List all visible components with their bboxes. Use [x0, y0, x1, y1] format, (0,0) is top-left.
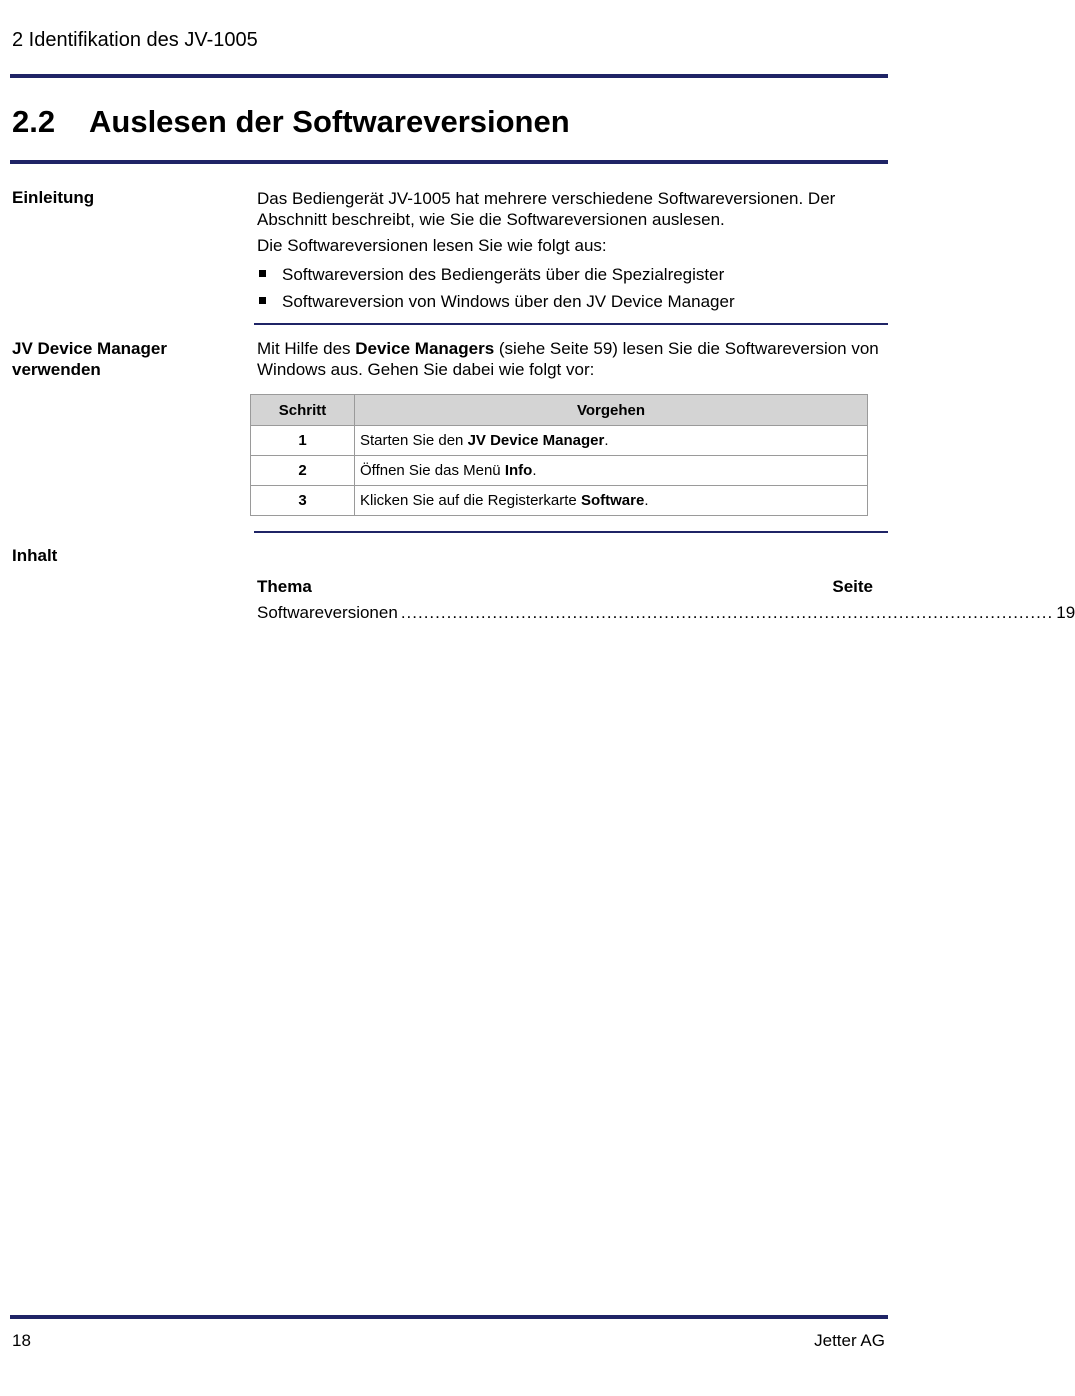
step-number: 2 [251, 456, 355, 486]
toc-entry-page[interactable]: 19 [1056, 603, 1075, 622]
section-heading: Auslesen der Softwareversionen [89, 104, 570, 139]
footer-rule [10, 1315, 888, 1319]
step-number: 1 [251, 426, 355, 456]
list-item: Softwareversion von Windows über den JV Device Manager [257, 291, 735, 318]
bullet-icon [259, 297, 266, 304]
column-header-procedure: Vorgehen [355, 395, 868, 426]
einleitung-bullet-list [257, 264, 735, 318]
step-description: Klicken Sie auf die Registerkarte Software. [355, 486, 868, 516]
page-number: 18 [12, 1331, 31, 1350]
einleitung-label: Einleitung [12, 188, 95, 207]
toc-page-header: Seite [832, 577, 873, 596]
steps-table [250, 394, 868, 516]
inhalt-label: Inhalt [12, 546, 58, 565]
bullet-icon [259, 270, 266, 277]
toc-leader-dots: .................................................................................................................. [400, 603, 1054, 622]
subsection-rule [254, 323, 888, 325]
table-row [251, 426, 868, 456]
einleitung-intro: Die Softwareversionen lesen Sie wie folgt aus: [257, 236, 607, 255]
subsection-rule [254, 531, 888, 533]
device-manager-label: JV Device Manager verwenden [12, 339, 167, 379]
step-description: Starten Sie den JV Device Manager. [355, 426, 868, 456]
list-item: Softwareversion des Bediengeräts über die Spezialregister [257, 264, 735, 291]
running-header: 2 Identifikation des JV-1005 [12, 29, 258, 51]
section-rule [10, 160, 888, 164]
device-managers-link-text: Device Managers [355, 339, 495, 358]
toc-entry-topic[interactable]: Softwareversionen [257, 603, 398, 622]
company-name: Jetter AG [814, 1331, 885, 1350]
step-description: Öffnen Sie das Menü Info. [355, 456, 868, 486]
toc-topic-header: Thema [257, 577, 312, 596]
header-rule [10, 74, 888, 78]
einleitung-paragraph: Das Bediengerät JV-1005 hat mehrere verschiedene Softwareversionen. Der Abschnitt beschreibt, wie Sie die Softwareversionen auslesen. [257, 189, 836, 229]
section-title [12, 104, 570, 140]
section-number: 2.2 [12, 104, 56, 139]
table-row [251, 486, 868, 516]
table-header-row [251, 395, 868, 426]
column-header-step: Schritt [251, 395, 355, 426]
table-row [251, 456, 868, 486]
toc-entry[interactable] [257, 603, 1075, 623]
device-manager-paragraph: Mit Hilfe des Device Managers (siehe Seite 59) lesen Sie die Softwareversion von Windows aus. Gehen Sie dabei wie folgt vor: [257, 339, 879, 379]
step-number: 3 [251, 486, 355, 516]
toc-header [257, 577, 873, 597]
